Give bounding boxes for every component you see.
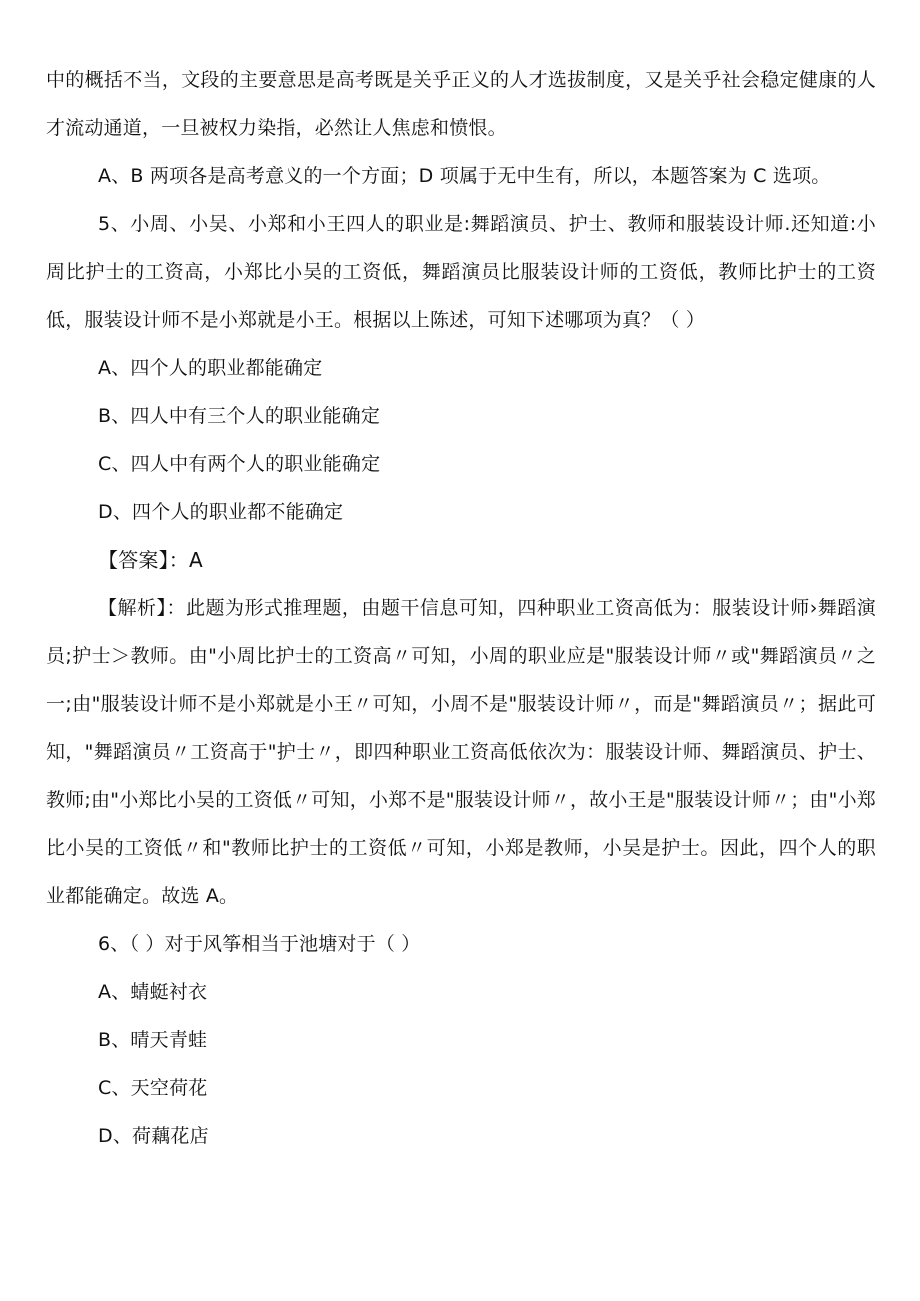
question-6-option-b: B、晴天青蛙 <box>98 1029 208 1051</box>
question-5-option-b: B、四人中有三个人的职业能确定 <box>98 405 381 427</box>
question-5-option-a: A、四个人的职业都能确定 <box>98 357 323 379</box>
document-content <box>46 56 876 1160</box>
question-6-stem: 6、（ ）对于风筝相当于池塘对于（ ） <box>98 933 421 955</box>
question-5-option-c: C、四人中有两个人的职业能确定 <box>98 453 381 475</box>
question-5-option-d: D、四个人的职业都不能确定 <box>98 501 344 523</box>
question-5-analysis: 【解析】：此题为形式推理题，由题干信息可知，四种职业工资高低为：服装设计师›舞蹈演员;护士＞教师。由"小周比护士的工资高〃可知，小周的职业应是"服装设计师〃或"舞蹈演员〃之一;由"服装设计师不是小郑就是小王〃可知，小周不是"服装设计师〃，而是"舞蹈演员〃；据此可知，"舞蹈演员〃工资高于"护士〃，即四种职业工资高低依次为：服装设计师、舞蹈演员、护士、教师;由"小郑比小吴的工资低〃可知，小郑不是"服装设计师〃，故小王是"服装设计师〃；由"小郑比小吴的工资低〃和"教师比护士的工资低〃可知，小郑是教师，小吴是护士。因此，四个人的职业都能确定。故选 A。 <box>46 597 876 907</box>
question-6-option-c: C、天空荷花 <box>98 1077 208 1099</box>
paragraph-explanation-end: 中的概括不当，文段的主要意思是高考既是关乎正义的人才选拔制度，又是关乎社会稳定健康的人才流动通道，一旦被权力染指，必然让人焦虑和愤恨。 <box>46 69 876 139</box>
question-5 <box>46 200 876 920</box>
paragraph-explanation-summary: A、B 两项各是高考意义的一个方面；D 项属于无中生有，所以，本题答案为 C 选项。 <box>98 165 831 187</box>
question-5-answer: 【答案】：A <box>98 548 203 572</box>
question-6-option-a: A、蜻蜓衬衣 <box>98 981 208 1003</box>
question-5-stem: 5、小周、小吴、小郑和小王四人的职业是:舞蹈演员、护士、教师和服装设计师.还知道:小周比护士的工资高，小郑比小吴的工资低，舞蹈演员比服装设计师的工资低，教师比护士的工资低，服装设计师不是小郑就是小王。根据以上陈述，可知下述哪项为真？（ ） <box>46 213 876 331</box>
question-6 <box>46 920 876 1160</box>
question-6-option-d: D、荷藕花店 <box>98 1125 209 1147</box>
